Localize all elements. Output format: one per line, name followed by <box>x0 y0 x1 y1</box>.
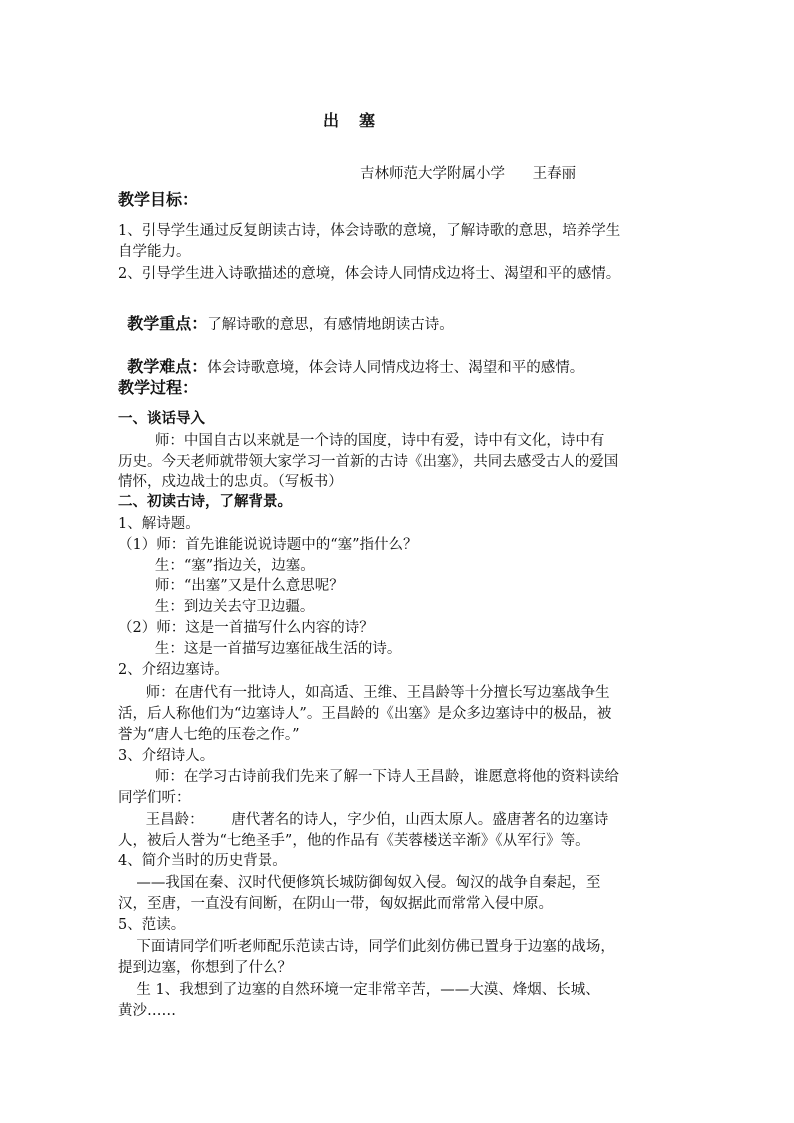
process-line: 同学们听： <box>118 790 191 806</box>
process-line: （2）师：这是一首描写什么内容的诗？ <box>118 620 374 636</box>
process-line: 生：这是一首描写边塞征战生活的诗。 <box>118 641 402 657</box>
process-line: 王昌龄： 唐代著名的诗人，字少伯，山西太原人。盛唐著名的边塞诗 <box>118 812 609 828</box>
process-line: 汉，至唐，一直没有间断，在阴山一带，匈奴据此而常常入侵中原。 <box>118 896 553 912</box>
key-points-text: 了解诗歌的意思，有感情地朗读古诗。 <box>207 317 454 333</box>
process-line: 生 1、我想到了边塞的自然环境一定非常辛苦，——大漠、烽烟、长城、 <box>118 982 600 998</box>
objectives-heading: 教学目标： <box>118 190 199 209</box>
process-line: 3、介绍诗人。 <box>118 748 215 764</box>
section-heading: 一、谈话导入 <box>118 410 205 427</box>
process-line: 师：中国自古以来就是一个诗的国度，诗中有爱，诗中有文化，诗中有 <box>118 433 605 449</box>
objective-line: 2、引导学生进入诗歌描述的意境，体会诗人同情戍边将士、渴望和平的感情。 <box>118 266 621 282</box>
key-points <box>118 294 454 335</box>
process-line: 生：到边关去守卫边疆。 <box>118 599 315 615</box>
difficulties-label: 教学难点： <box>127 357 208 376</box>
process-line: 提到边塞，你想到了什么？ <box>118 960 292 976</box>
process-line: 历史。今天老师就带领大家学习一首新的古诗《出塞》，共同去感受古人的爱国 <box>118 454 619 470</box>
process-line: （1）师：首先谁能说说诗题中的“塞”指什么？ <box>118 537 418 553</box>
process-heading: 教学过程： <box>118 378 199 397</box>
process-line: 2、介绍边塞诗。 <box>118 662 229 678</box>
process-line: 4、简介当时的历史背景。 <box>118 853 287 869</box>
process-line: 黄沙…… <box>118 1003 176 1019</box>
process-line: 1、解诗题。 <box>118 516 200 532</box>
process-line: 人，被后人誉为“七绝圣手”，他的作品有《芙蓉楼送辛渐》《从军行》等。 <box>118 833 590 849</box>
page-title: 出塞 <box>323 111 396 130</box>
process-line: 师：在学习古诗前我们先来了解一下诗人王昌龄，谁愿意将他的资料读给 <box>118 769 619 785</box>
key-points-label: 教学重点： <box>127 314 208 333</box>
process-line: 师：在唐代有一批诗人，如高适、王维、王昌龄等十分擅长写边塞战争生 <box>118 685 610 701</box>
section-heading: 二、初读古诗，了解背景。 <box>118 493 292 510</box>
difficulties <box>118 337 584 378</box>
objective-line: 自学能力。 <box>118 244 191 260</box>
process-line: 生：“塞”指边关，边塞。 <box>118 558 315 574</box>
process-line: ——我国在秦、汉时代便修筑长城防御匈奴入侵。匈汉的战争自秦起，至 <box>118 875 601 891</box>
process-line: 情怀，戍边战士的忠贞。（写板书） <box>118 474 343 490</box>
process-line: 5、范读。 <box>118 917 186 933</box>
process-line: 誉为“唐人七绝的压卷之作。” <box>118 727 300 743</box>
objective-line: 1、引导学生通过反复朗读古诗，体会诗歌的意境，了解诗歌的意思，培养学生 <box>118 223 621 239</box>
process-line: 活，后人称他们为“边塞诗人”。王昌龄的《出塞》是众多边塞诗中的极品，被 <box>118 706 612 722</box>
process-line: 师：“出塞”又是什么意思呢？ <box>118 578 344 594</box>
process-line: 下面请同学们听老师配乐范读古诗，同学们此刻仿佛已置身于边塞的战场， <box>118 939 615 955</box>
difficulties-text: 体会诗歌意境，体会诗人同情戍边将士、渴望和平的感情。 <box>207 360 585 376</box>
author-line: 吉林师范大学附属小学 王春丽 <box>360 166 577 182</box>
